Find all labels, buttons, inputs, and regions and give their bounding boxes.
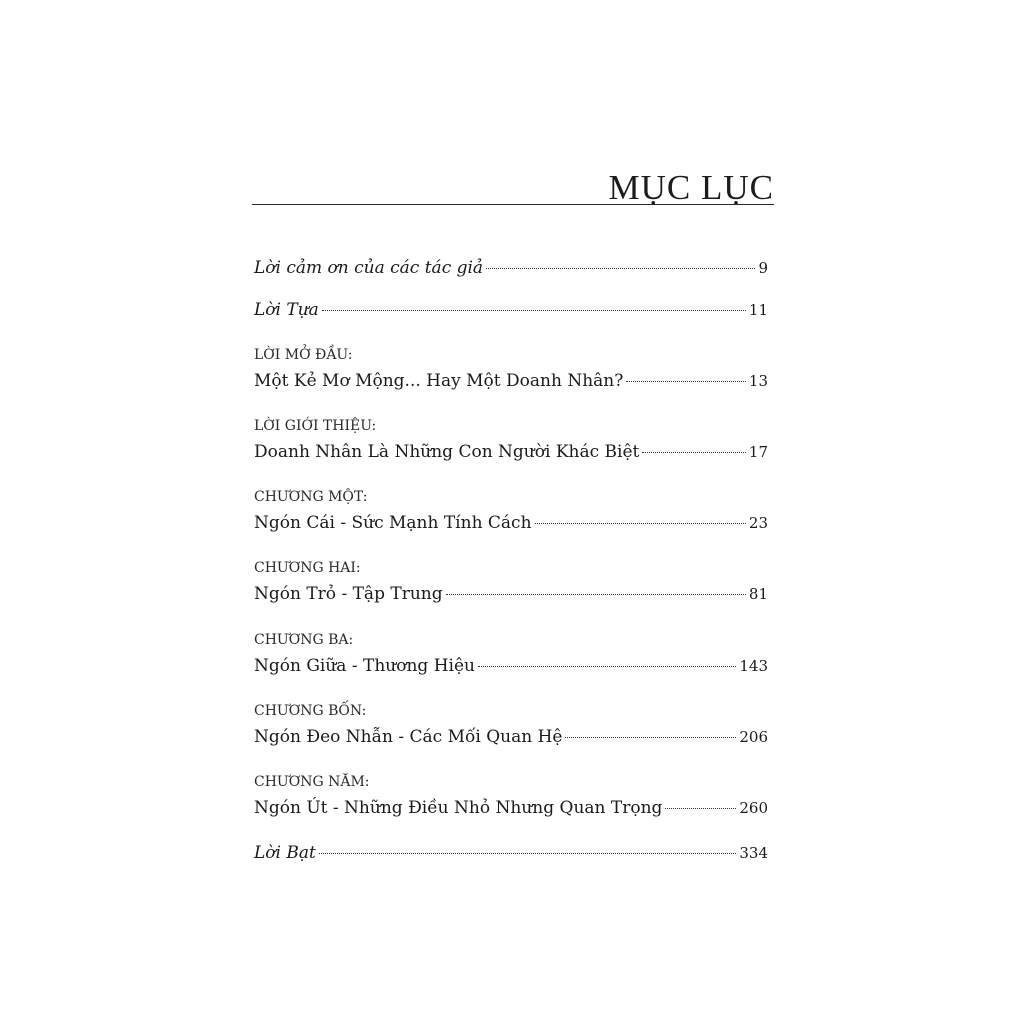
toc-entry-title: Lời Bạt: [254, 843, 316, 863]
dot-leader: [665, 808, 736, 809]
toc-entry-acknowledgements: [254, 258, 768, 278]
toc-section-label: CHƯƠNG NĂM:: [254, 774, 370, 790]
toc-entry-page: 260: [739, 799, 768, 817]
toc-entry-page: 81: [748, 585, 768, 603]
dot-leader: [565, 737, 736, 738]
page-title: MỤC LỤC: [608, 168, 774, 207]
toc-entry-title: Một Kẻ Mơ Mộng... Hay Một Doanh Nhân?: [254, 371, 624, 391]
toc-section-label: LỜI MỞ ĐẦU:: [254, 347, 353, 363]
toc-entry-afterword: [254, 843, 768, 863]
toc-entry-title: Doanh Nhân Là Những Con Người Khác Biệt: [254, 442, 640, 462]
toc-entry-title: Ngón Cái - Sức Mạnh Tính Cách: [254, 513, 532, 533]
dot-leader: [642, 452, 746, 453]
toc-entry-page: 17: [748, 443, 768, 461]
toc-entry-title: Ngón Đeo Nhẫn - Các Mối Quan Hệ: [254, 727, 563, 747]
toc-entry-page: 334: [739, 844, 768, 862]
toc-entry-title: Ngón Trỏ - Tập Trung: [254, 584, 443, 604]
toc-entry-chapter-3: [254, 632, 768, 676]
title-underline: [252, 204, 774, 205]
toc-section-label: CHƯƠNG BỐN:: [254, 703, 367, 719]
dot-leader: [535, 523, 746, 524]
toc-entry-title: Lời Tựa: [254, 300, 319, 320]
toc-entry-page: 23: [748, 514, 768, 532]
dot-leader: [626, 381, 746, 382]
toc-entry-page: 9: [758, 259, 768, 277]
toc-entry-title: Ngón Út - Những Điều Nhỏ Nhưng Quan Trọng: [254, 798, 663, 818]
toc-entry-page: 206: [739, 728, 768, 746]
toc-entry-page: 143: [739, 657, 768, 675]
toc-section-label: CHƯƠNG BA:: [254, 632, 354, 648]
toc-section-label: CHƯƠNG HAI:: [254, 560, 361, 576]
toc-entry-preface: [254, 300, 768, 320]
dot-leader: [446, 594, 746, 595]
toc-entry-chapter-4: [254, 703, 768, 747]
toc-entry-chapter-2: [254, 560, 768, 604]
toc-entry-title: Ngón Giữa - Thương Hiệu: [254, 656, 475, 676]
dot-leader: [319, 853, 737, 854]
toc-entry-page: 11: [748, 301, 768, 319]
toc-entry-chapter-1: [254, 489, 768, 533]
toc-section-label: LỜI GIỚI THIỆU:: [254, 418, 377, 434]
toc-entry-introduction: [254, 418, 768, 462]
dot-leader: [486, 268, 755, 269]
toc-entry-foreword: [254, 347, 768, 391]
toc-section-label: CHƯƠNG MỘT:: [254, 489, 368, 505]
dot-leader: [322, 310, 746, 311]
toc-entry-chapter-5: [254, 774, 768, 818]
dot-leader: [478, 666, 736, 667]
toc-entry-title: Lời cảm ơn của các tác giả: [254, 258, 484, 278]
toc-entry-page: 13: [748, 372, 768, 390]
